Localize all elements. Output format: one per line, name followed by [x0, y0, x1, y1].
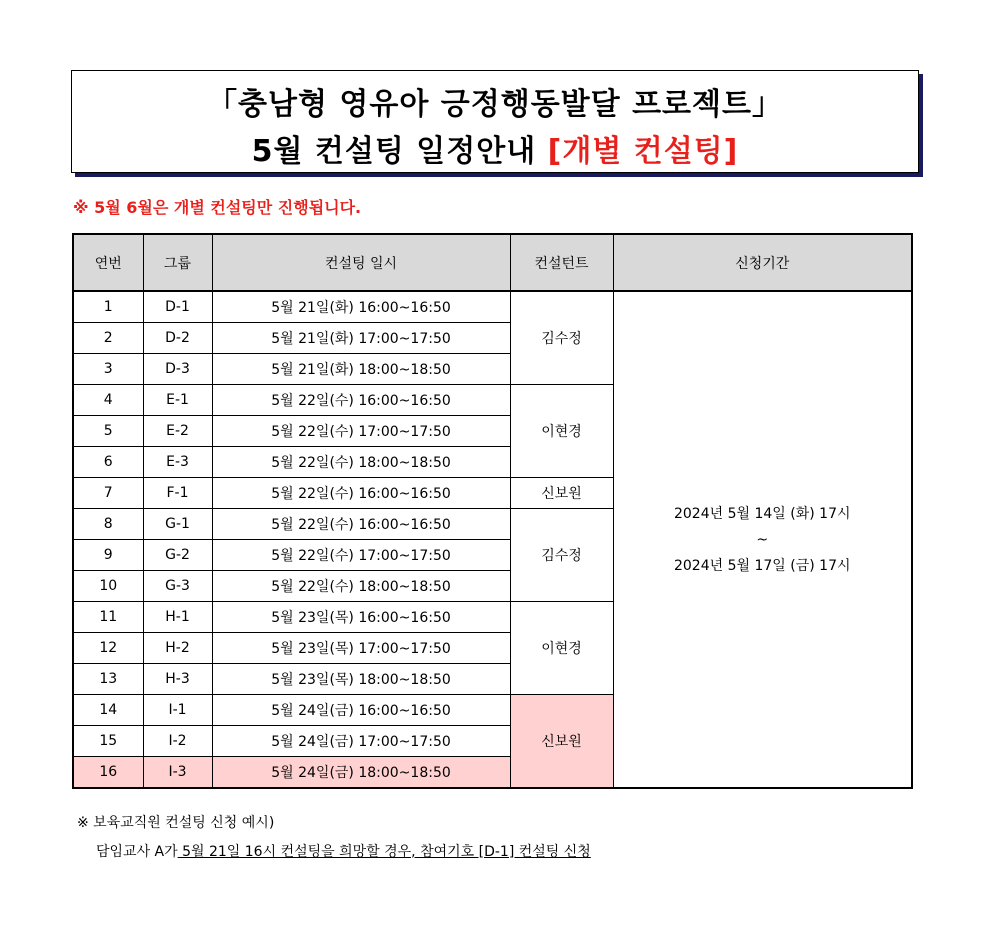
title-highlight: [개별 컨설팅]: [547, 134, 739, 169]
row-datetime: 5월 21일(화) 16:00~16:50: [212, 291, 510, 323]
row-no: 14: [73, 695, 143, 726]
table-row: [73, 291, 912, 323]
row-group: G-2: [143, 540, 212, 571]
row-no: 12: [73, 633, 143, 664]
table-header-row: [73, 234, 912, 291]
notice-text: ※ 5월 6월은 개별 컨설팅만 진행됩니다.: [73, 198, 362, 217]
row-no: 2: [73, 323, 143, 354]
row-datetime: 5월 22일(수) 16:00~16:50: [212, 509, 510, 540]
consultant-cell-highlighted: 신보원: [510, 695, 613, 789]
consultant-cell: 이현경: [510, 385, 613, 478]
row-group: D-1: [143, 291, 212, 323]
row-group: H-3: [143, 664, 212, 695]
row-group: E-1: [143, 385, 212, 416]
title-line-2: [72, 126, 918, 170]
footnote: ※ 보육교직원 컨설팅 신청 예시): [77, 815, 275, 831]
row-datetime: 5월 21일(화) 17:00~17:50: [212, 323, 510, 354]
row-group: G-3: [143, 571, 212, 602]
row-datetime: 5월 22일(수) 18:00~18:50: [212, 447, 510, 478]
period-tilde: ~: [756, 531, 769, 548]
row-no: 10: [73, 571, 143, 602]
period-end: 2024년 5월 17일 (금) 17시: [673, 557, 851, 574]
row-no: 8: [73, 509, 143, 540]
consultant-cell: 신보원: [510, 478, 613, 509]
consultant-cell: 김수정: [510, 291, 613, 385]
title-main: 5월 컨설팅 일정안내: [251, 134, 548, 169]
row-datetime: 5월 23일(목) 16:00~16:50: [212, 602, 510, 633]
row-datetime: 5월 24일(금) 16:00~16:50: [212, 695, 510, 726]
header-group: 그룹: [143, 234, 212, 291]
row-no: 7: [73, 478, 143, 509]
header-consultant: 컨설턴트: [510, 234, 613, 291]
row-no: 11: [73, 602, 143, 633]
row-group: I-2: [143, 726, 212, 757]
row-datetime: 5월 22일(수) 16:00~16:50: [212, 385, 510, 416]
row-datetime: 5월 24일(금) 18:00~18:50: [212, 757, 510, 789]
row-no: 5: [73, 416, 143, 447]
row-group: D-3: [143, 354, 212, 385]
row-datetime: 5월 22일(수) 18:00~18:50: [212, 571, 510, 602]
row-no: 15: [73, 726, 143, 757]
row-group: D-2: [143, 323, 212, 354]
row-group: G-1: [143, 509, 212, 540]
row-datetime: 5월 24일(금) 17:00~17:50: [212, 726, 510, 757]
row-datetime: 5월 21일(화) 18:00~18:50: [212, 354, 510, 385]
row-datetime: 5월 22일(수) 17:00~17:50: [212, 540, 510, 571]
row-no: 1: [73, 291, 143, 323]
header-period: 신청기간: [613, 234, 912, 291]
row-no: 3: [73, 354, 143, 385]
row-group: I-3: [143, 757, 212, 789]
row-no: 9: [73, 540, 143, 571]
row-no: 4: [73, 385, 143, 416]
row-datetime: 5월 22일(수) 16:00~16:50: [212, 478, 510, 509]
row-datetime: 5월 22일(수) 17:00~17:50: [212, 416, 510, 447]
schedule-table: [72, 233, 913, 789]
row-no: 16: [73, 757, 143, 789]
row-group: E-3: [143, 447, 212, 478]
example-text: [96, 841, 591, 861]
application-period-cell: [613, 291, 912, 788]
row-group: H-1: [143, 602, 212, 633]
row-group: E-2: [143, 416, 212, 447]
consultant-cell: 김수정: [510, 509, 613, 602]
title-line-1: 「충남형 영유아 긍정행동발달 프로젝트」: [206, 87, 783, 122]
header-no: 연번: [73, 234, 143, 291]
row-group: I-1: [143, 695, 212, 726]
consultant-cell: 이현경: [510, 602, 613, 695]
example-underlined: 5월 21일 16시 컨설팅을 희망할 경우, 참여기호 [D-1] 컨설팅 신청: [177, 844, 591, 860]
row-no: 6: [73, 447, 143, 478]
row-group: H-2: [143, 633, 212, 664]
row-datetime: 5월 23일(목) 18:00~18:50: [212, 664, 510, 695]
example-prefix: 담임교사 A가: [96, 844, 178, 860]
header-datetime: 컨설팅 일시: [212, 234, 510, 291]
row-group: F-1: [143, 478, 212, 509]
period-start: 2024년 5월 14일 (화) 17시: [673, 505, 851, 522]
row-datetime: 5월 23일(목) 17:00~17:50: [212, 633, 510, 664]
title-box: [71, 70, 919, 173]
row-no: 13: [73, 664, 143, 695]
